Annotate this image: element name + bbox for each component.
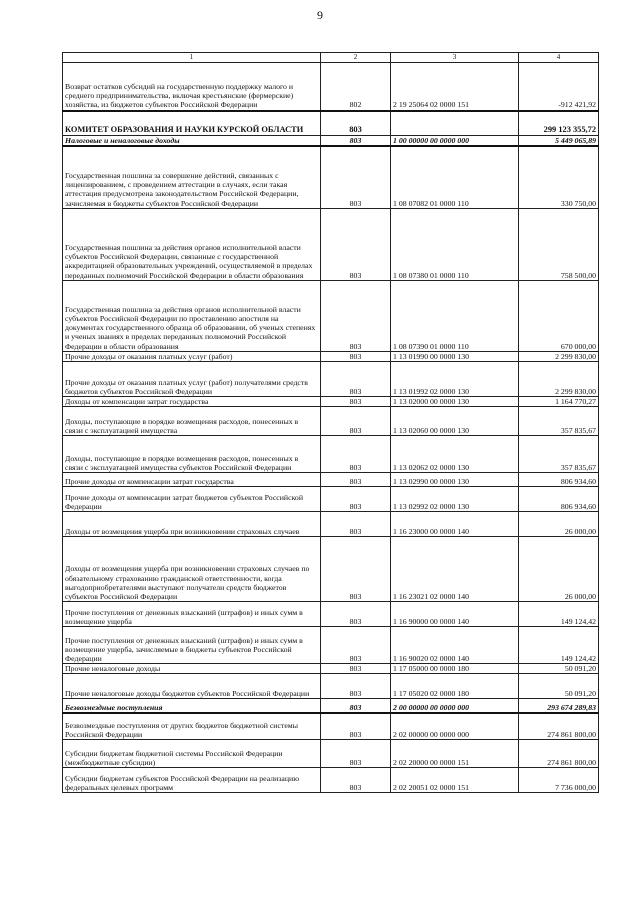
table-row <box>63 740 599 768</box>
row-admin-code: 803 <box>321 740 391 768</box>
row-amount: 26 000,00 <box>519 512 599 537</box>
table-row <box>63 487 599 512</box>
revenue-table <box>62 52 599 793</box>
row-amount: 274 861 800,00 <box>519 713 599 740</box>
row-name: Прочие доходы от компенсации затрат государства <box>63 473 321 487</box>
row-name: Прочие доходы от оказания платных услуг (работ) <box>63 351 321 361</box>
row-admin-code: 803 <box>321 361 391 396</box>
row-budget-code: 1 17 05000 00 0000 180 <box>391 664 519 674</box>
row-name: Прочие поступления от денежных взысканий (штрафов) и иных сумм в возмещение ущерба <box>63 602 321 627</box>
row-name: Доходы от возмещения ущерба при возникновении страховых случаев по обязательному страхованию гражданской ответственности, когда выгодоприобретателями выступают получатели средств бюджетов субъектов Российской Федерации <box>63 537 321 602</box>
row-admin-code: 803 <box>321 396 391 406</box>
row-amount: 330 750,00 <box>519 146 599 208</box>
row-budget-code: 1 08 07380 01 0000 110 <box>391 208 519 280</box>
column-number-row <box>63 53 599 63</box>
row-budget-code: 1 16 90020 02 0000 140 <box>391 627 519 664</box>
row-budget-code: 1 17 05020 02 0000 180 <box>391 674 519 699</box>
row-amount: 1 164 770,27 <box>519 396 599 406</box>
row-budget-code: 1 13 01990 00 0000 130 <box>391 351 519 361</box>
table-row <box>63 146 599 208</box>
row-name: Доходы, поступающие в порядке возмещения расходов, понесенных в связи с эксплуатацией имущества <box>63 407 321 436</box>
row-name: Государственная пошлина за действия органов исполнительной власти субъектов Российской Федерации, связанные с государственной аккредитацией образовательных учреждений, осуществляемой в пределах переданных полномочий Российской Федерации в области образования <box>63 208 321 280</box>
row-name: Безвозмездные поступления от других бюджетов бюджетной системы Российской Федерации <box>63 713 321 740</box>
row-amount: -912 421,92 <box>519 63 599 111</box>
table-row <box>63 63 599 111</box>
row-admin-code: 803 <box>321 768 391 793</box>
row-admin-code: 803 <box>321 713 391 740</box>
row-amount: 670 000,00 <box>519 280 599 351</box>
row-budget-code: 1 13 01992 02 0000 130 <box>391 361 519 396</box>
table-row <box>63 627 599 664</box>
row-budget-code: 1 13 02990 00 0000 130 <box>391 473 519 487</box>
row-budget-code: 1 00 00000 00 0000 000 <box>391 136 519 147</box>
row-name: Прочие неналоговые доходы бюджетов субъектов Российской Федерации <box>63 674 321 699</box>
table-row <box>63 436 599 473</box>
row-name: Возврат остатков субсидий на государственную поддержку малого и среднего предпринимательства, включая крестьянские (фермерские) хозяйства, из бюджетов субъектов Российской Федерации <box>63 63 321 111</box>
row-admin-code: 803 <box>321 146 391 208</box>
row-budget-code: 1 13 02062 02 0000 130 <box>391 436 519 473</box>
row-budget-code: 1 08 07082 01 0000 110 <box>391 146 519 208</box>
row-amount: 2 299 830,00 <box>519 351 599 361</box>
row-admin-code: 803 <box>321 602 391 627</box>
row-name: Прочие доходы от компенсации затрат бюджетов субъектов Российской Федерации <box>63 487 321 512</box>
row-amount: 357 835,67 <box>519 436 599 473</box>
row-name: Доходы от компенсации затрат государства <box>63 396 321 406</box>
row-admin-code: 803 <box>321 537 391 602</box>
table-row <box>63 396 599 406</box>
row-admin-code: 803 <box>321 627 391 664</box>
row-name: Прочие неналоговые доходы <box>63 664 321 674</box>
row-amount: 357 835,67 <box>519 407 599 436</box>
row-budget-code: 1 13 02060 00 0000 130 <box>391 407 519 436</box>
row-name: Прочие поступления от денежных взысканий (штрафов) и иных сумм в возмещение ущерба, зачисляемые в бюджеты субъектов Российской Федерации <box>63 627 321 664</box>
row-amount: 758 500,00 <box>519 208 599 280</box>
table-row <box>63 602 599 627</box>
table-row <box>63 351 599 361</box>
row-admin-code: 803 <box>321 487 391 512</box>
row-amount: 7 736 000,00 <box>519 768 599 793</box>
table-row <box>63 713 599 740</box>
table-row <box>63 111 599 136</box>
row-admin-code: 803 <box>321 473 391 487</box>
row-name: Субсидии бюджетам субъектов Российской Федерации на реализацию федеральных целевых программ <box>63 768 321 793</box>
row-admin-code: 803 <box>321 208 391 280</box>
table-row <box>63 768 599 793</box>
row-amount: 50 091,20 <box>519 674 599 699</box>
row-admin-code: 802 <box>321 63 391 111</box>
row-admin-code: 803 <box>321 280 391 351</box>
column-number: 3 <box>391 53 519 63</box>
row-budget-code: 2 19 25064 02 0000 151 <box>391 63 519 111</box>
row-amount: 293 674 289,83 <box>519 699 599 713</box>
row-budget-code: 1 16 90000 00 0000 140 <box>391 602 519 627</box>
row-admin-code: 803 <box>321 699 391 713</box>
row-budget-code: 1 13 02992 02 0000 130 <box>391 487 519 512</box>
column-number: 4 <box>519 53 599 63</box>
row-admin-code: 803 <box>321 664 391 674</box>
row-name: Доходы, поступающие в порядке возмещения расходов, понесенных в связи с эксплуатацией имущества субъектов Российской Федерации <box>63 436 321 473</box>
row-name: Государственная пошлина за совершение действий, связанных с лицензированием, с проведением аттестации в случаях, если такая аттестация предусмотрена законодательством Российской Федерации, зачисляемая в бюджеты субъектов Российской Федерации <box>63 146 321 208</box>
page-number: 9 <box>317 8 323 22</box>
row-budget-code: 1 08 07390 01 0000 110 <box>391 280 519 351</box>
row-budget-code <box>391 111 519 136</box>
row-amount: 50 091,20 <box>519 664 599 674</box>
table-row <box>63 664 599 674</box>
row-amount: 2 299 830,00 <box>519 361 599 396</box>
row-amount: 806 934,60 <box>519 473 599 487</box>
table-row <box>63 208 599 280</box>
row-amount: 274 861 800,00 <box>519 740 599 768</box>
row-name: КОМИТЕТ ОБРАЗОВАНИЯ И НАУКИ КУРСКОЙ ОБЛАСТИ <box>63 111 321 136</box>
table-row <box>63 473 599 487</box>
table-row <box>63 699 599 713</box>
table-row <box>63 361 599 396</box>
row-budget-code: 1 16 23021 02 0000 140 <box>391 537 519 602</box>
table-body <box>63 63 599 793</box>
table-row <box>63 674 599 699</box>
row-amount: 26 000,00 <box>519 537 599 602</box>
table-row <box>63 136 599 147</box>
row-amount: 5 449 065,89 <box>519 136 599 147</box>
row-amount: 806 934,60 <box>519 487 599 512</box>
row-admin-code: 803 <box>321 136 391 147</box>
row-admin-code: 803 <box>321 436 391 473</box>
row-name: Доходы от возмещения ущерба при возникновении страховых случаев <box>63 512 321 537</box>
row-budget-code: 2 02 00000 00 0000 000 <box>391 713 519 740</box>
row-amount: 149 124,42 <box>519 602 599 627</box>
row-admin-code: 803 <box>321 674 391 699</box>
row-admin-code: 803 <box>321 512 391 537</box>
table-row <box>63 537 599 602</box>
row-budget-code: 2 02 20000 00 0000 151 <box>391 740 519 768</box>
column-number: 1 <box>63 53 321 63</box>
row-admin-code: 803 <box>321 407 391 436</box>
row-name: Субсидии бюджетам бюджетной системы Российской Федерации (межбюджетные субсидии) <box>63 740 321 768</box>
row-admin-code: 803 <box>321 351 391 361</box>
row-name: Налоговые и неналоговые доходы <box>63 136 321 147</box>
row-amount: 299 123 355,72 <box>519 111 599 136</box>
row-name: Безвозмездные поступления <box>63 699 321 713</box>
row-budget-code: 2 02 20051 02 0000 151 <box>391 768 519 793</box>
row-budget-code: 2 00 00000 00 0000 000 <box>391 699 519 713</box>
row-admin-code: 803 <box>321 111 391 136</box>
row-name: Прочие доходы от оказания платных услуг (работ) получателями средств бюджетов субъектов Российской Федерации <box>63 361 321 396</box>
column-number: 2 <box>321 53 391 63</box>
table-row <box>63 280 599 351</box>
row-amount: 149 124,42 <box>519 627 599 664</box>
row-budget-code: 1 16 23000 00 0000 140 <box>391 512 519 537</box>
row-name: Государственная пошлина за действия органов исполнительной власти субъектов Российской Федерации по проставлению апостиля на документах государственного образца об образовании, об ученых степенях и ученых званиях в пределах переданных полномочий Российской Федерации в области образования <box>63 280 321 351</box>
table-row <box>63 512 599 537</box>
table-row <box>63 407 599 436</box>
row-budget-code: 1 13 02000 00 0000 130 <box>391 396 519 406</box>
